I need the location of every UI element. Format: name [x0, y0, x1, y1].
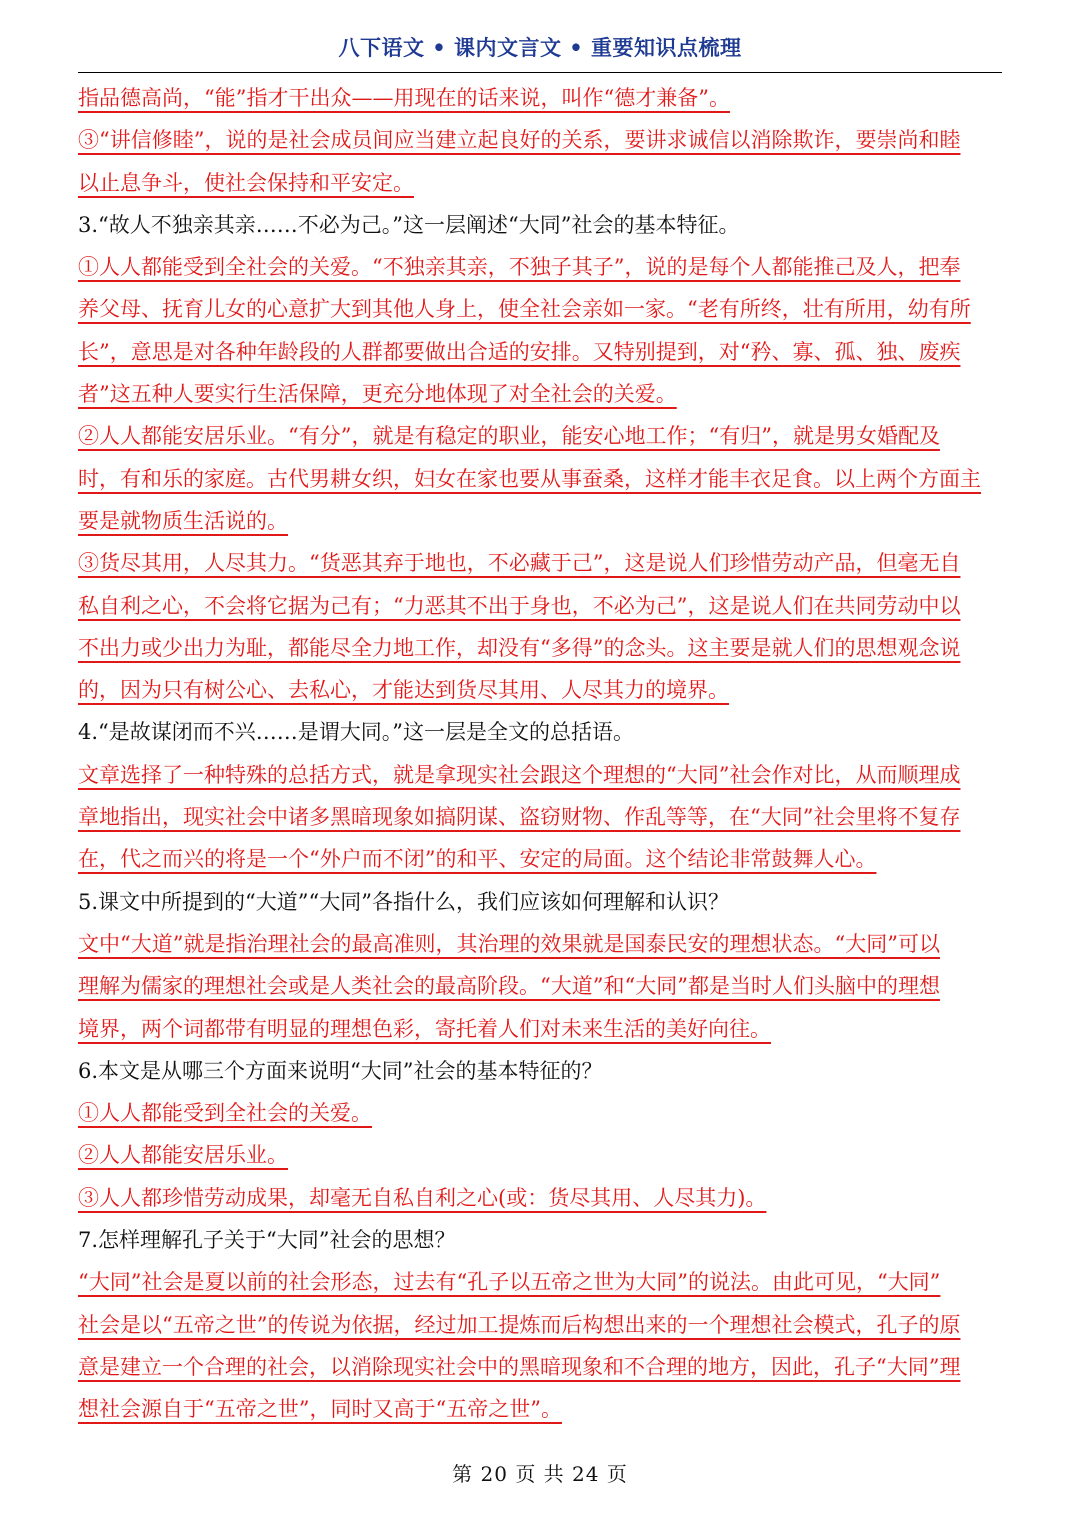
line-text: 章地指出，现实社会中诸多黑暗现象如搞阴谋、盗窃财物、作乱等等，在“大同”社会里将不复存 — [78, 805, 961, 830]
page-title: 八下语文 • 课内文言文 • 重要知识点梳理 — [338, 35, 742, 60]
answer-line — [78, 1388, 1004, 1430]
line-text: ②人人都能安居乐业。“有分”，就是有稳定的职业，能安心地工作；“有归”，就是男女婚配及 — [78, 424, 940, 449]
line-text: 私自利之心，不会将它据为己有；“力恶其不出于身也，不必为己”，这是说人们在共同劳动中以 — [78, 593, 961, 618]
answer-line — [78, 1134, 1004, 1176]
line-text: 要是就物质生活说的。 — [78, 508, 288, 533]
question-line — [78, 1050, 1004, 1092]
answer-line — [78, 373, 1004, 415]
line-text: 5.课文中所提到的“大道”“大同”各指什么，我们应该如何理解和认识？ — [78, 889, 729, 914]
line-text: “大同”社会是夏以前的社会形态，过去有“孔子以五帝之世为大同”的说法。由此可见，“大同” — [78, 1270, 941, 1295]
answer-line — [78, 415, 1004, 457]
answer-line — [78, 77, 1004, 119]
answer-line — [78, 1304, 1004, 1346]
line-text: 以止息争斗，使社会保持和平安定。 — [78, 170, 414, 195]
answer-line — [78, 500, 1004, 542]
answer-line — [78, 246, 1004, 288]
answer-line — [78, 1092, 1004, 1134]
line-text: 7.怎样理解孔子关于“大同”社会的思想？ — [78, 1228, 456, 1253]
question-line — [78, 881, 1004, 923]
line-text: 6.本文是从哪三个方面来说明“大同”社会的基本特征的？ — [78, 1058, 603, 1083]
answer-line — [78, 288, 1004, 330]
line-text: 境界，两个词都带有明显的理想色彩，寄托着人们对未来生活的美好向往。 — [78, 1016, 771, 1041]
answer-line — [78, 331, 1004, 373]
question-line — [78, 204, 1004, 246]
line-text: ②人人都能安居乐业。 — [78, 1143, 288, 1168]
answer-line — [78, 965, 1004, 1007]
line-text: 想社会源自于“五帝之世”，同时又高于“五帝之世”。 — [78, 1397, 562, 1422]
line-text: 社会是以“五帝之世”的传说为依据，经过加工提炼而后构想出来的一个理想社会模式，孔子的原 — [78, 1312, 961, 1337]
answer-line — [78, 1261, 1004, 1303]
answer-line — [78, 669, 1004, 711]
line-text: 指品德高尚，“能”指才干出众——用现在的话来说，叫作“德才兼备”。 — [78, 86, 730, 110]
answer-line — [78, 1346, 1004, 1388]
question-line — [78, 1219, 1004, 1261]
line-text: 时，有和乐的家庭。古代男耕女织，妇女在家也要从事蚕桑，这样才能丰衣足食。以上两个方面主 — [78, 466, 981, 491]
question-line — [78, 711, 1004, 753]
answer-line — [78, 1177, 1004, 1219]
line-text: ③“讲信修睦”，说的是社会成员间应当建立起良好的关系，要讲求诚信以消除欺诈，要崇尚和睦 — [78, 128, 961, 153]
line-text: 不出力或少出力为耻，都能尽全力地工作，却没有“多得”的念头。这主要是就人们的思想观念说 — [78, 635, 961, 660]
line-text: ①人人都能受到全社会的关爱。 — [78, 1101, 372, 1126]
answer-line — [78, 585, 1004, 627]
line-text: 的，因为只有树公心、去私心，才能达到货尽其用、人尽其力的境界。 — [78, 678, 729, 703]
line-text: 者”这五种人要实行生活保障，更充分地体现了对全社会的关爱。 — [78, 382, 677, 407]
answer-line — [78, 923, 1004, 965]
answer-line — [78, 119, 1004, 161]
line-text: ③人人都珍惜劳动成果，却毫无自私自利之心(或：货尽其用、人尽其力)。 — [78, 1185, 767, 1210]
answer-line — [78, 542, 1004, 584]
answer-line — [78, 458, 1004, 500]
answer-line — [78, 796, 1004, 838]
answer-line — [78, 627, 1004, 669]
line-text: 养父母、抚育儿女的心意扩大到其他人身上，使全社会亲如一家。“老有所终，壮有所用，幼有所 — [78, 297, 971, 322]
line-text: 文中“大道”就是指治理社会的最高准则，其治理的效果就是国泰民安的理想状态。“大同”可以 — [78, 931, 940, 956]
page-number: 第 20 页 共 24 页 — [452, 1462, 628, 1486]
line-text: 文章选择了一种特殊的总括方式，就是拿现实社会跟这个理想的“大同”社会作对比，从而顺理成 — [78, 762, 961, 787]
line-text: 在，代之而兴的将是一个“外户而不闭”的和平、安定的局面。这个结论非常鼓舞人心。 — [78, 847, 877, 872]
answer-line — [78, 162, 1004, 204]
line-text: ①人人都能受到全社会的关爱。“不独亲其亲，不独子其子”，说的是每个人都能推己及人，把奉 — [78, 255, 961, 280]
line-text: 4.“是故谋闭而不兴……是谓大同。”这一层是全文的总括语。 — [78, 720, 635, 745]
line-text: 意是建立一个合理的社会，以消除现实社会中的黑暗现象和不合理的地方，因此，孔子“大同”理 — [78, 1354, 961, 1379]
answer-line — [78, 838, 1004, 880]
document-body — [78, 77, 1004, 1431]
line-text: ③货尽其用，人尽其力。“货恶其弃于地也，不必藏于己”，这是说人们珍惜劳动产品，但毫无自 — [78, 551, 961, 576]
answer-line — [78, 754, 1004, 796]
line-text: 理解为儒家的理想社会或是人类社会的最高阶段。“大道”和“大同”都是当时人们头脑中的理想 — [78, 974, 940, 999]
page-header — [78, 24, 1002, 73]
line-text: 长”，意思是对各种年龄段的人群都要做出合适的安排。又特别提到，对“矜、寡、孤、独、废疾 — [78, 339, 961, 364]
answer-line — [78, 1008, 1004, 1050]
line-text: 3.“故人不独亲其亲……不必为己。”这一层阐述“大同”社会的基本特征。 — [78, 212, 740, 237]
